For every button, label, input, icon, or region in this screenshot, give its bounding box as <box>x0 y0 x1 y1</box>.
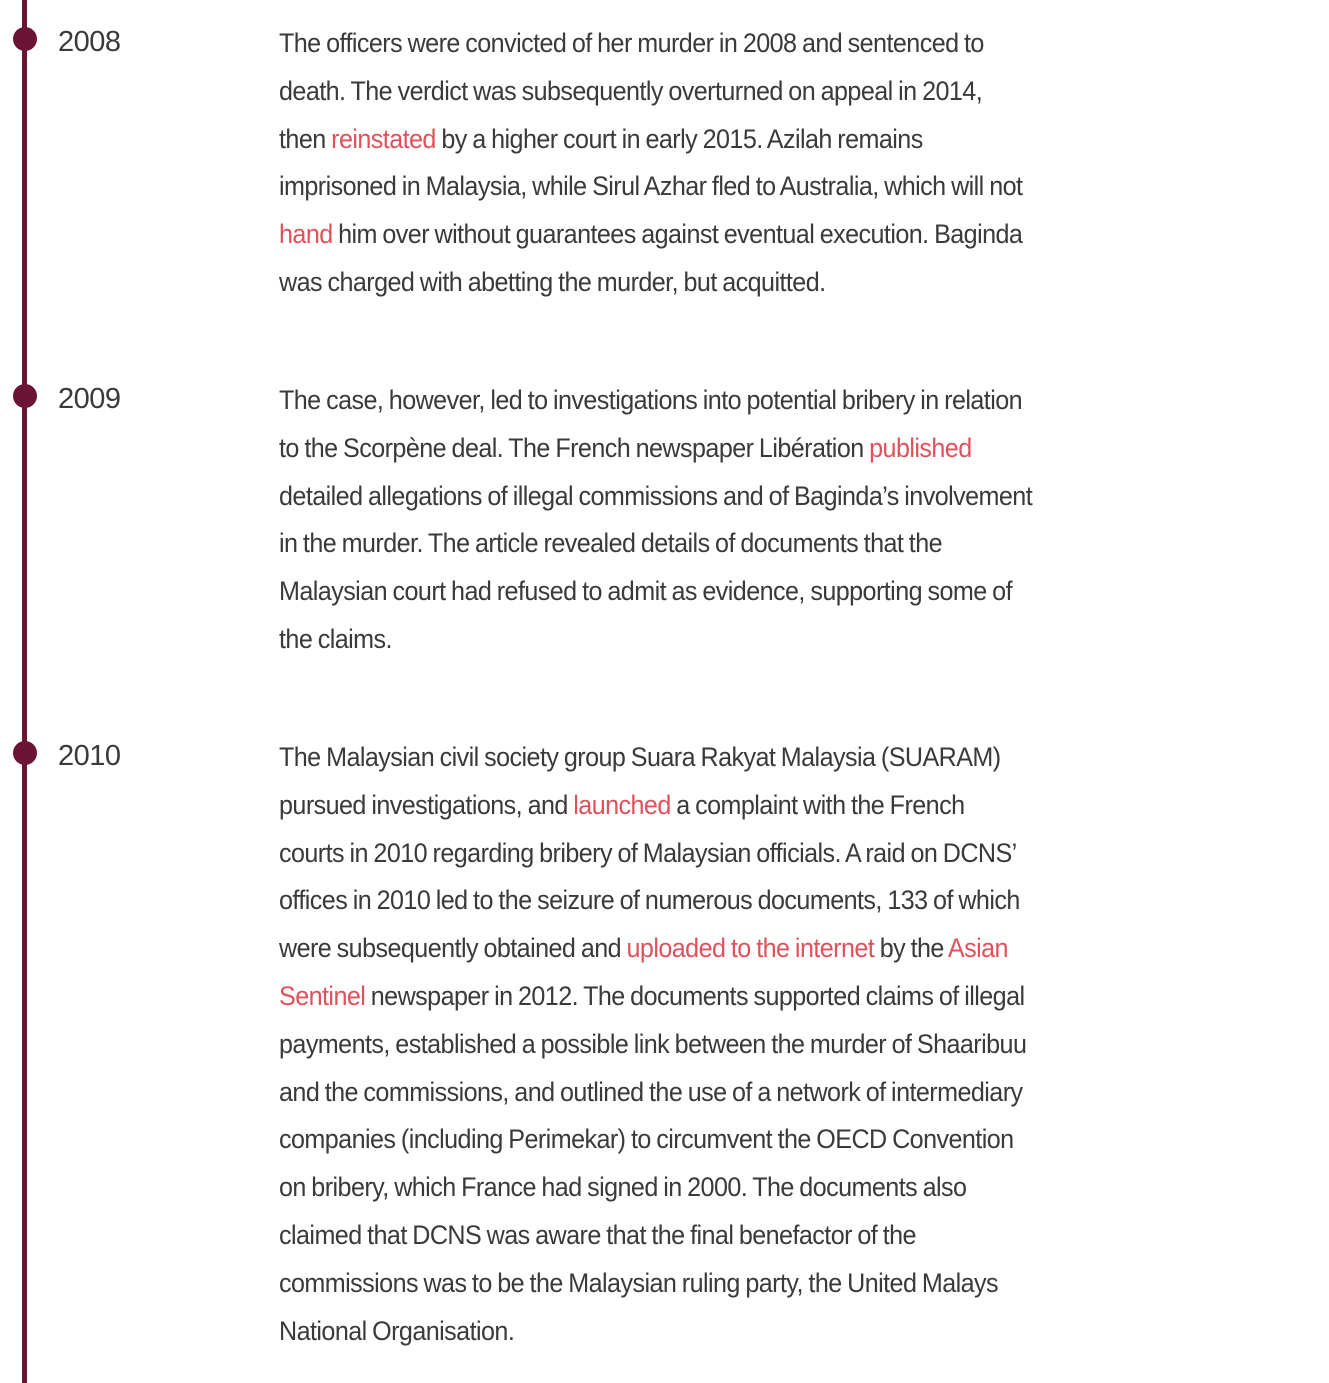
text-segment: by the <box>874 933 948 964</box>
entry-text <box>279 734 1034 1355</box>
text-segment: newspaper in 2012. The documents supported claims of illegal payments, established a possible link between the murder of Shaaribuu and the commissions, and outlined the use of a network of intermediary companies (including Perimekar) to circumvent the OECD Convention on bribery, which France had signed in 2000. The documents also claimed that DCNS was aware that the final benefactor of the commissions was to be the Malaysian ruling party, the United Malays National Organisation. <box>279 980 1027 1346</box>
text-segment: The case, however, led to investigations into potential bribery in relation to the Scorpène deal. The French newspaper Libération <box>279 385 1023 463</box>
inline-link[interactable]: Asian Sentinel <box>279 933 1008 1011</box>
inline-link[interactable]: launched <box>573 789 671 820</box>
inline-link[interactable]: hand <box>279 219 333 250</box>
text-segment: The Malaysian civil society group Suara Rakyat Malaysia (SUARAM) pursued investigations, and <box>279 742 1001 820</box>
text-segment: by a higher court in early 2015. Azilah remains imprisoned in Malaysia, while Sirul Azhar fled to Australia, which will not <box>279 123 1023 202</box>
text-segment: a complaint with the French courts in 2010 regarding bribery of Malaysian officials. A raid on DCNS’ offices in 2010 led to the seizure of numerous documents, 133 of which were subsequently obtained and <box>279 789 1020 964</box>
entry-year: 2009 <box>58 383 121 415</box>
timeline-line <box>22 0 27 1383</box>
timeline-dot <box>13 27 37 51</box>
timeline-dot <box>13 741 37 765</box>
text-segment: detailed allegations of illegal commissions and of Baginda’s involvement in the murder. The article revealed details of documents that the Malaysian court had refused to admit as evidence, supporting some of the claims. <box>279 480 1033 654</box>
inline-link[interactable]: reinstated <box>331 123 436 154</box>
entry-text <box>279 377 1034 664</box>
text-segment: The officers were convicted of her murder in 2008 and sentenced to death. The verdict was subsequently overturned on appeal in 2014, then <box>279 28 984 154</box>
entry-text <box>279 20 1034 307</box>
text-segment: him over without guarantees against eventual execution. Baginda was charged with abetting the murder, but acquitted. <box>279 219 1023 297</box>
inline-link[interactable]: uploaded to the internet <box>626 933 875 964</box>
inline-link[interactable]: published <box>869 432 972 463</box>
timeline-dot <box>13 384 37 408</box>
entry-year: 2008 <box>58 26 121 58</box>
entry-year: 2010 <box>58 740 121 772</box>
